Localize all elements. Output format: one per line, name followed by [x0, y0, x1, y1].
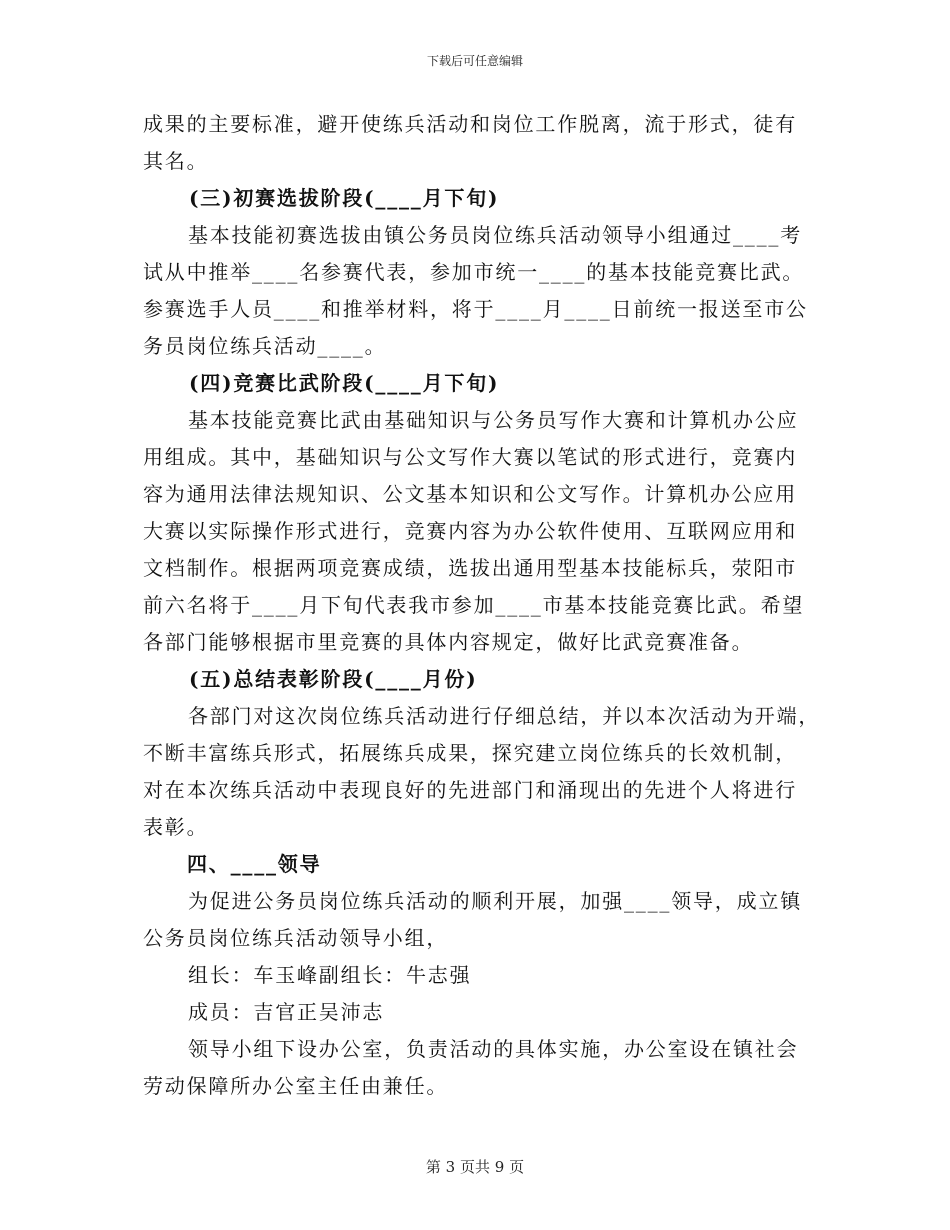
leader-line — [143, 957, 808, 994]
text-line: 对在本次练兵活动中表现良好的先进部门和涌现出的先进个人将进行 — [143, 778, 797, 802]
chapter-heading: 四、____领导 — [187, 852, 322, 876]
paragraph — [143, 883, 808, 957]
text-line: 参赛选手人员____和推举材料，将于____月____日前统一报送至市公 — [143, 297, 808, 321]
paragraph-continuation — [143, 106, 808, 180]
text-line: 不断丰富练兵形式，拓展练兵成果，探究建立岗位练兵的长效机制， — [143, 741, 797, 765]
text-line: 劳动保障所办公室主任由兼任。 — [143, 1074, 449, 1098]
text-line: 其名。 — [143, 149, 209, 173]
text-line: 文档制作。根据两项竞赛成绩，选拔出通用型基本技能标兵，荥阳市 — [143, 556, 797, 580]
text-line: 基本技能初赛选拔由镇公务员岗位练兵活动领导小组通过____考 — [188, 223, 802, 247]
text-line: 表彰。 — [143, 815, 209, 839]
paragraph — [143, 402, 808, 661]
text-line: 基本技能竞赛比武由基础知识与公务员写作大赛和计算机办公应 — [188, 408, 799, 432]
text-line: 容为通用法律法规知识、公文基本知识和公文写作。计算机办公应用 — [143, 482, 797, 506]
paragraph — [143, 698, 821, 846]
text-line: 务员岗位练兵活动____。 — [143, 334, 387, 358]
text-line: 用组成。其中，基础知识与公文写作大赛以笔试的形式进行，竞赛内 — [143, 445, 797, 469]
section-heading: (五)总结表彰阶段(____月份) — [189, 667, 478, 691]
text-line: 领导小组下设办公室，负责活动的具体实施，办公室设在镇社会 — [188, 1037, 799, 1061]
paragraph — [143, 217, 808, 365]
text-line: 各部门对这次岗位练兵活动进行仔细总结，并以本次活动为开端， — [188, 704, 821, 728]
text-line: 成员：吉官正吴沛志 — [188, 1000, 385, 1024]
text-line: 试从中推举____名参赛代表，参加市统一____的基本技能竞赛比武。 — [143, 260, 805, 284]
text-line: 前六名将于____月下旬代表我市参加____市基本技能竞赛比武。希望 — [143, 593, 805, 617]
members-line — [143, 994, 808, 1031]
section-heading: (四)竞赛比武阶段(____月下旬) — [189, 371, 500, 395]
section-heading: (三)初赛选拔阶段(____月下旬) — [189, 186, 500, 210]
text-line: 公务员岗位练兵活动领导小组， — [143, 926, 449, 950]
paragraph — [143, 1031, 808, 1105]
text-line: 大赛以实际操作形式进行，竞赛内容为办公软件使用、互联网应用和 — [143, 519, 797, 543]
page-header: 下载后可任意编辑 — [426, 54, 523, 68]
text-line: 组长：车玉峰副组长：牛志强 — [188, 963, 472, 987]
text-line: 各部门能够根据市里竞赛的具体内容规定，做好比武竞赛准备。 — [143, 630, 754, 654]
document-body — [143, 106, 821, 1105]
text-line: 成果的主要标准，避开使练兵活动和岗位工作脱离，流于形式，徒有 — [143, 112, 797, 136]
text-line: 为促进公务员岗位练兵活动的顺利开展，加强____领导，成立镇 — [188, 889, 802, 913]
page-footer: 第 3 页共 9 页 — [425, 1158, 525, 1176]
